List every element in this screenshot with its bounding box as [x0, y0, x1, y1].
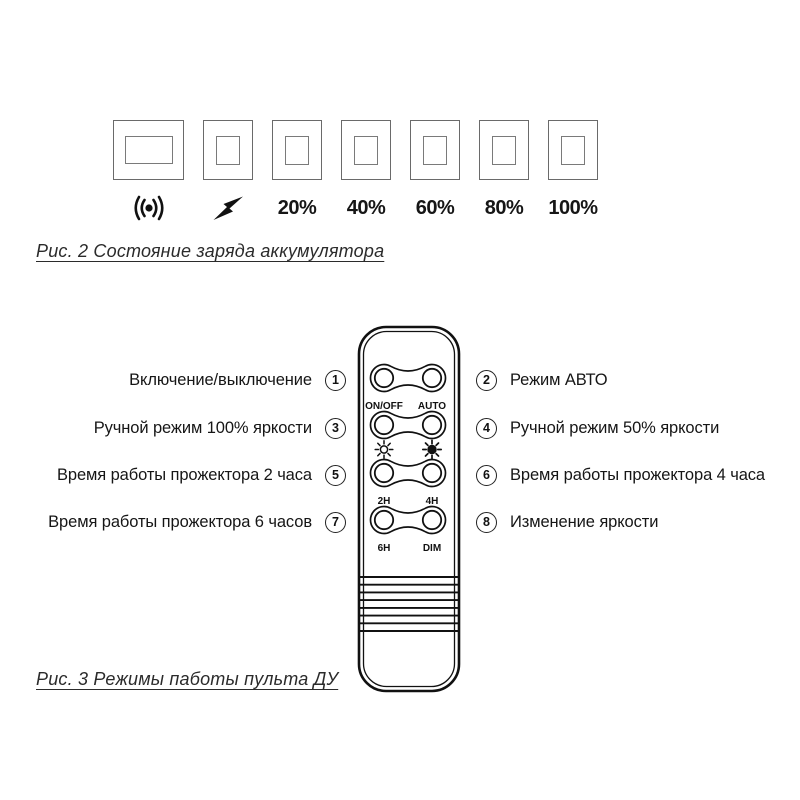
circled-number-4: 4: [476, 418, 497, 439]
indicator-80: [479, 120, 529, 222]
indicator-20: [272, 120, 322, 222]
legend-item-1: [40, 369, 346, 391]
indicator-100: [548, 120, 598, 222]
indicator-40: [341, 120, 391, 222]
legend-text: Ручной режим 50% яркости: [510, 418, 720, 437]
indicator-motion: [113, 120, 184, 222]
indicator-frame: [203, 120, 253, 180]
battery-state-row: [113, 120, 598, 222]
figure2-caption: Рис. 2 Состояние заряда аккумулятора: [36, 241, 385, 261]
circled-number-8: 8: [476, 512, 497, 533]
circled-number-1: 1: [325, 370, 346, 391]
indicator-screen: [423, 136, 447, 165]
legend-item-6: [476, 464, 765, 486]
circled-number-7: 7: [325, 512, 346, 533]
lightning-icon: [213, 194, 244, 222]
legend-item-4: [476, 417, 719, 439]
indicator-screen: [561, 136, 585, 165]
legend-text: Ручной режим 100% яркости: [93, 418, 312, 437]
auto-label: AUTO: [417, 401, 447, 412]
timer-2h-label: 2H: [377, 496, 391, 507]
remote-body-outline: [359, 327, 459, 691]
remote-control-diagram: [357, 325, 461, 693]
indicator-60: [410, 120, 460, 222]
indicator-screen: [216, 136, 240, 165]
indicator-screen: [285, 136, 309, 165]
circled-number-2: 2: [476, 370, 497, 391]
charge-label: 40%: [346, 196, 386, 219]
indicator-frame: [548, 120, 598, 180]
indicator-charging: [203, 120, 253, 222]
legend-text: Время работы прожектора 4 часа: [510, 465, 766, 484]
charge-label: 80%: [484, 196, 524, 219]
legend-text: Режим АВТО: [510, 370, 608, 389]
legend-item-2: [476, 369, 608, 391]
circled-number-6: 6: [476, 465, 497, 486]
charge-label: 100%: [548, 196, 598, 219]
legend-item-7: [40, 511, 346, 533]
timer-4h-label: 4H: [425, 496, 439, 507]
figure3-caption: Рис. 3 Режимы паботы пульта ДУ: [36, 669, 339, 689]
circled-number-5: 5: [325, 465, 346, 486]
charge-label: 20%: [277, 196, 317, 219]
indicator-screen: [125, 136, 173, 164]
dim-label: DIM: [422, 543, 442, 554]
legend-text: Изменение яркости: [510, 512, 659, 531]
indicator-frame: [479, 120, 529, 180]
circled-number-3: 3: [325, 418, 346, 439]
indicator-frame: [113, 120, 184, 180]
legend-text: Включение/выключение: [129, 370, 312, 389]
legend-item-5: [40, 464, 346, 486]
radio-signal-icon: [127, 194, 171, 222]
legend-text: Время работы прожектора 2 часа: [56, 465, 312, 484]
legend-item-3: [40, 417, 346, 439]
timer-6h-label: 6H: [377, 543, 391, 554]
indicator-screen: [492, 136, 516, 165]
indicator-frame: [341, 120, 391, 180]
indicator-screen: [354, 136, 378, 165]
legend-text: Время работы прожектора 6 часов: [48, 512, 312, 531]
charge-label: 60%: [415, 196, 455, 219]
indicator-frame: [272, 120, 322, 180]
indicator-frame: [410, 120, 460, 180]
legend-item-8: [476, 511, 658, 533]
onoff-label: ON/OFF: [365, 401, 403, 412]
bright-sun-icon: [423, 440, 441, 458]
